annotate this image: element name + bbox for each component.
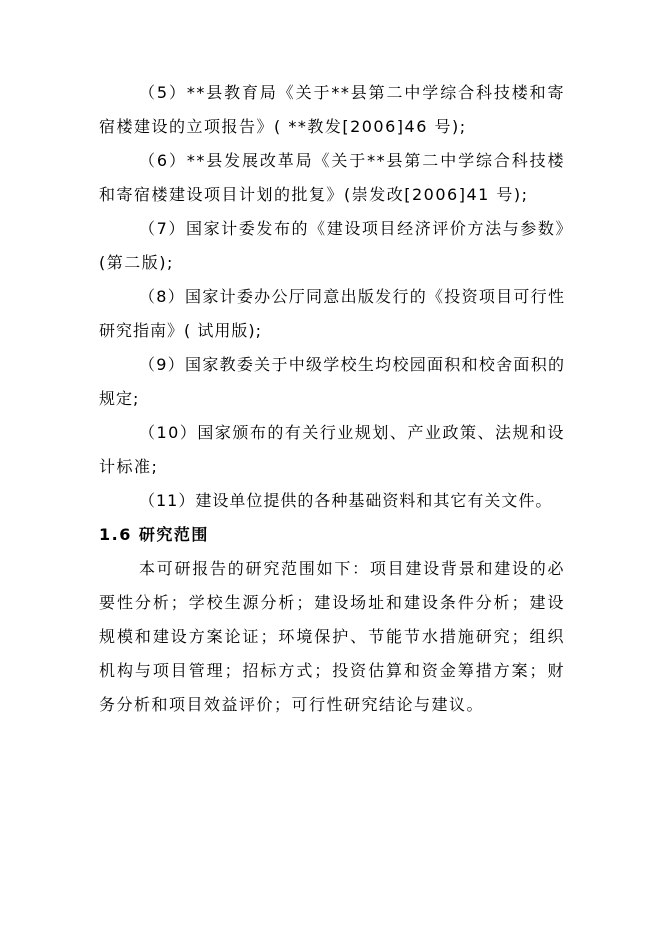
reference-item-11: （11）建设单位提供的各种基础资料和其它有关文件。 (139, 491, 553, 510)
reference-item-9: （9）国家教委关于中级学校生均校园面积和校舍面积的规定; (99, 355, 565, 408)
reference-item-10: （10）国家颁布的有关行业规划、产业政策、法规和设计标准; (99, 423, 565, 476)
document-content (99, 76, 565, 722)
reference-item-6: （6）**县发展改革局《关于**县第二中学综合科技楼和寄宿楼建设项目计划的批复》(崇发改[2006]41 号); (99, 151, 565, 204)
reference-item-5: （5）**县教育局《关于**县第二中学综合科技楼和寄宿楼建设的立项报告》( **教发[2006]46 号); (99, 83, 565, 136)
reference-item-7: （7）国家计委发布的《建设项目经济评价方法与参数》(第二版); (99, 219, 565, 272)
reference-item-8: （8）国家计委办公厅同意出版发行的《投资项目可行性研究指南》( 试用版); (99, 287, 565, 340)
section-body: 本可研报告的研究范围如下：项目建设背景和建设的必要性分析；学校生源分析；建设场址和建设条件分析；建设规模和建设方案论证；环境保护、节能节水措施研究；组织机构与项目管理；招标方式；投资估算和资金筹措方案；财务分析和项目效益评价；可行性研究结论与建议。 (99, 559, 565, 714)
section-heading: 1.6 研究范围 (99, 525, 209, 544)
